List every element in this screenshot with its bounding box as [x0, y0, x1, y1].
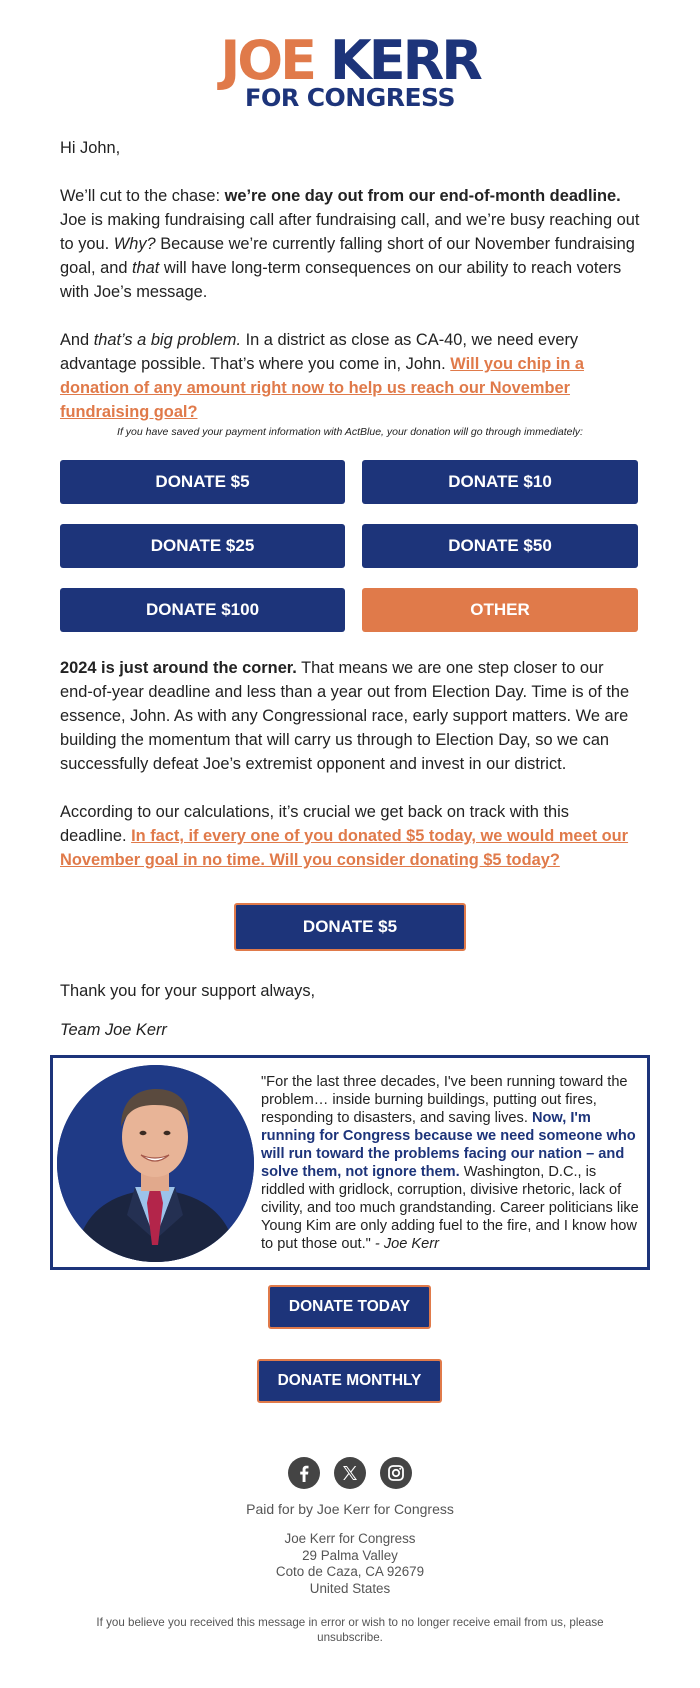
logo-congress: CONGRESS: [306, 83, 455, 112]
p1-italic-that: that: [132, 259, 160, 277]
chip-in-link[interactable]: Will you chip in a donation of any amount right now to help us reach our November fundraising goal?: [60, 355, 584, 421]
cta-donate-5-button[interactable]: DONATE $5: [234, 903, 466, 951]
mailing-address: [0, 1531, 700, 1597]
instagram-icon[interactable]: [380, 1457, 412, 1489]
paragraph-problem: [60, 328, 640, 424]
p3-bold: 2024 is just around the corner.: [60, 659, 297, 677]
quote-text-c: Washington, D.C., is riddled with gridlock, corruption, divisive rhetoric, lack of civility, and too much grandstanding. Career politicians like Young Kim are only adding fuel to the fire, and I know how to put those out.": [261, 1164, 639, 1252]
donate-10-button[interactable]: DONATE $10: [362, 460, 638, 504]
donate-5-button[interactable]: DONATE $5: [60, 460, 345, 504]
logo-subtitle: [0, 85, 700, 111]
actblue-note: If you have saved your payment information with ActBlue, your donation will go through immediately:: [117, 426, 583, 438]
thanks-text: Thank you for your support always,: [60, 982, 316, 1000]
donate-other-button[interactable]: OTHER: [362, 588, 638, 632]
unsubscribe-text: If you believe you received this message in error or wish to no longer receive email from us, please: [96, 1616, 604, 1629]
unsubscribe-notice: [0, 1616, 700, 1645]
address-line-street: 29 Palma Valley: [302, 1547, 398, 1563]
donate-monthly-button[interactable]: DONATE MONTHLY: [257, 1359, 442, 1403]
paragraph-deadline: [60, 184, 640, 304]
candidate-photo: [57, 1065, 254, 1262]
facebook-icon[interactable]: [288, 1457, 320, 1489]
paid-for-disclaimer: Paid for by Joe Kerr for Congress: [246, 1501, 454, 1517]
p2-text-a: And: [60, 331, 94, 349]
quote-bold: Now, I'm running for Congress because we need someone who will run toward the problems facing our nation – and solve them, not ignore them.: [261, 1110, 636, 1180]
campaign-logo: [0, 29, 700, 112]
address-line-org: Joe Kerr for Congress: [284, 1531, 416, 1546]
greeting: Hi John,: [60, 139, 121, 157]
donate-today-button[interactable]: DONATE TODAY: [268, 1285, 431, 1329]
logo-last-name: KERR: [329, 29, 480, 92]
donate-5-link[interactable]: In fact, if every one of you donated $5 today, we would meet our November goal in no time. Will you consider donating $5 today?: [60, 827, 629, 869]
donate-25-button[interactable]: DONATE $25: [60, 524, 345, 568]
donate-100-button[interactable]: DONATE $100: [60, 588, 345, 632]
p2-text-c: In a district as close as CA-40, we need every advantage possible. That’s where you come in, John.: [60, 331, 579, 373]
p1-bold: we’re one day out from our end-of-month deadline.: [224, 187, 621, 205]
p4-text: According to our calculations, it’s crucial we get back on track with this deadline.: [60, 803, 569, 845]
unsubscribe-link[interactable]: unsubscribe.: [317, 1630, 383, 1644]
candidate-portrait-icon: [57, 1065, 254, 1262]
logo-for: FOR: [245, 84, 299, 112]
signature: Team Joe Kerr: [60, 1021, 167, 1039]
p1-text-a: We’ll cut to the chase:: [60, 187, 225, 205]
p2-italic: that’s a big problem.: [93, 331, 242, 349]
paragraph-calculations: [60, 800, 640, 872]
candidate-quote-box: [50, 1055, 650, 1270]
quote-text-a: "For the last three decades, I've been running toward the problem… inside burning buildings, putting out fires, responding to disasters, and saving lives.: [261, 1074, 628, 1126]
p1-italic-why: Why?: [113, 235, 156, 253]
address-line-city: Coto de Caza, CA 92679: [275, 1564, 425, 1579]
logo-wordmark: [0, 29, 700, 92]
logo-first-name: JOE: [220, 29, 315, 92]
p1-text-c: Joe is making fundraising call after fundraising call, and we’re busy reaching out to you.: [60, 211, 640, 253]
quote-attribution: - Joe Kerr: [374, 1236, 439, 1252]
candidate-quote: [261, 1073, 641, 1253]
paragraph-2024: [60, 656, 640, 776]
donate-50-button[interactable]: DONATE $50: [362, 524, 638, 568]
p1-text-e: Because we’re currently falling short of our November fundraising goal, and: [60, 235, 635, 277]
x-icon[interactable]: [334, 1457, 366, 1489]
p1-text-g: will have long-term consequences on our ability to reach voters with Joe’s message.: [60, 259, 622, 301]
p3-text: That means we are one step closer to our end-of-year deadline and less than a year out from Election Day. Time is of the essence, John. As with any Congressional race, early support matters. We are building the momentum that will carry us through to Election Day, so we can successfully defeat Joe’s extremist opponent and invest in our district.: [60, 659, 630, 773]
address-line-country: United States: [309, 1580, 391, 1596]
